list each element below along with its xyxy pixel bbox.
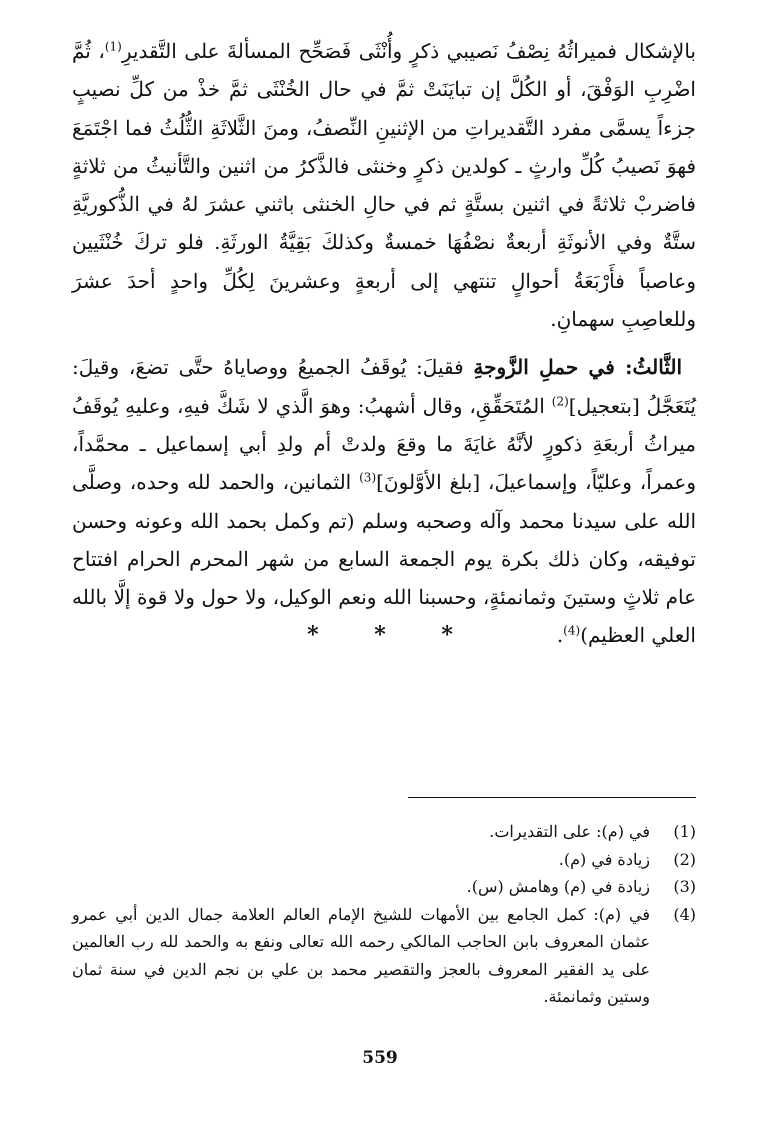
footnote-divider — [408, 797, 696, 798]
footnote-ref-1: (1) — [104, 39, 122, 54]
paragraph-2-segment-1: فقيلَ: يُوقَفُ الجميعُ ووصاياهُ حتَّى تضعَ، وقيلَ: يُتَعَجَّلُ [بتعجيل] — [72, 355, 696, 418]
footnote-ref-2: (2) — [551, 394, 569, 409]
paragraph-2-segment-2: المُتَحَقِّقِ، وقال أشهبُ: وهوَ الَّذي لا شَكَّ فيهِ، وعليهِ يُوقَفُ ميراثُ أربعَةِ ذكورٍ لأنَّهُ غايَةَ ما وقعَ ولدتْ أم ولدِ أبي إسماعيل ـ محمَّداً، وعمراً، وعليّاً، وإسماعيلَ، [بلغ الأوَّلونَ] — [72, 393, 696, 495]
footnote-1 — [72, 818, 696, 846]
main-text — [72, 32, 696, 655]
page-number: 559 — [362, 1048, 398, 1068]
footnote-number: (4) — [673, 904, 696, 924]
paragraph-2-segment-4: . — [556, 623, 564, 648]
footnote-4 — [72, 901, 696, 1011]
paragraph-1-segment-2: ، ثُمَّ اضْرِبِ الوَفْقَ، أو الكُلَّ إن تبايَنَتْ ثمَّ في حال الخُنْثَى ثمَّ خذْ من كلِّ نصيبٍ جزءاً يسمَّى مفرد التَّقديراتِ من الإثنينِ النِّصفُ، ومنَ الثَّلاثَةِ الثُّلُثُ فما اجْتَمَعَ فهوَ نَصيبُ كُلِّ وارثٍ ـ كولدين ذكرٍ وخنثى فالذَّكرُ من اثنين والتَّأنيثُ من ثلاثةٍ فاضربْ ثلاثةً في اثنين بستَّةٍ ثم في حالِ الخنثى باثني عشرَ لهُ في الذُّكوريَّةِ ستَّةٌ وفي الأنوثَةِ أربعةٌ نصْفُهَا خمسةٌ وكذلكَ بَقِيَّةُ الورثَةِ. فلو تركَ خُنْثَيين وعاصباً فأَرْبَعَةُ أحوالٍ تنتهي إلى أربعةٍ وعشرينَ لِكُلِّ واحدٍ أحدَ عشرَ وللعاصِبِ سهمانِ. — [72, 39, 696, 332]
paragraph-2 — [72, 348, 696, 654]
footnote-number: (1) — [673, 822, 696, 841]
footnote-text: في (م): على التقديرات. — [489, 822, 650, 841]
footnote-ref-4: (4) — [563, 623, 581, 638]
footnote-text: زيادة في (م). — [558, 849, 650, 869]
section-heading-third: الثَّالثُ: في حملِ الزَّوجةِ — [473, 355, 683, 380]
paragraph-1 — [72, 32, 696, 338]
footnote-number: (3) — [673, 877, 696, 896]
paragraph-2-segment-3: الثمانين، والحمد لله وحده، وصلَّى الله على سيدنا محمد وآله وصحبه وسلم (تم وكمل بحمد الله وعونه وحسن توفيقه، وكان ذلك بكرة يوم الجمعة السابع من شهر المحرم الحرام افتتاح عام ثلاثٍ وستينَ وثمانمئةٍ، وحسبنا الله ونعم الوكيل، ولا حول ولا قوة إلَّا بالله العلي العظيم) — [72, 470, 696, 648]
footnote-text: زيادة في (م) وهامش (س). — [466, 877, 650, 896]
footnote-text: في (م): كمل الجامع بين الأمهات للشيخ الإمام العالم العلامة جمال الدين أبي عمرو عثمان المعروف بابن الحاجب المالكي رحمه الله تعالى ونفع به والحمد لله رب العالمين على يد الفقير المعروف بالعجز والتقصير محمد بن علي بن نجم الدين في سنة ثمان وستين وثمانمئة. — [72, 904, 650, 1006]
section-separator: * * * — [307, 622, 477, 648]
footnote-3 — [72, 873, 696, 901]
footnote-2 — [72, 846, 696, 874]
paragraph-1-segment-1: بالإشكال فميراثُهُ نِصْفُ نَصيبي ذكرٍ وأُنْثَى فَصَحِّح المسألةَ على التَّقديرِ — [121, 39, 696, 63]
footnote-number: (2) — [673, 849, 696, 869]
footnote-ref-3: (3) — [359, 470, 377, 485]
footnotes — [72, 818, 696, 1011]
